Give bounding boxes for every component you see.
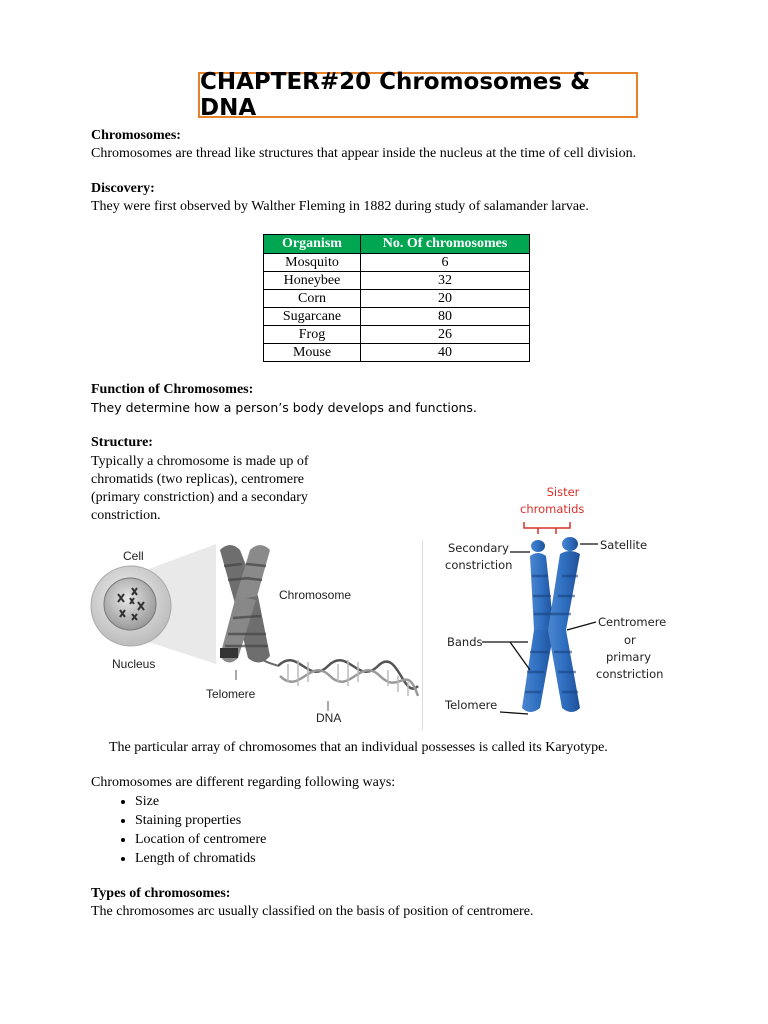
label-dna: DNA bbox=[316, 711, 342, 725]
dna-helix bbox=[263, 660, 418, 696]
labelled-chromosome-illustration bbox=[430, 480, 680, 730]
structure-line-3: (primary constriction) and a secondary bbox=[91, 490, 308, 505]
chromosomes-heading: Chromosomes: bbox=[91, 128, 181, 143]
table-cell-organism: Mouse bbox=[264, 344, 361, 362]
table-cell-organism: Frog bbox=[264, 326, 361, 344]
table-row bbox=[264, 326, 530, 344]
blue-chromosome bbox=[522, 551, 580, 712]
label-constriction: constriction bbox=[445, 558, 513, 572]
ways-intro: Chromosomes are different regarding following ways: bbox=[91, 775, 396, 790]
table-header-organism: Organism bbox=[264, 235, 361, 254]
label-centromere: Centromere bbox=[598, 615, 667, 629]
list-item: • Location of centromere bbox=[135, 830, 266, 849]
table-cell-count: 6 bbox=[361, 254, 530, 272]
table-row bbox=[264, 290, 530, 308]
leader-bands-2 bbox=[510, 642, 530, 670]
types-heading: Types of chromosomes: bbox=[91, 886, 231, 901]
label-bands: Bands bbox=[447, 635, 483, 649]
label-chromatids: chromatids bbox=[520, 502, 585, 516]
table-row bbox=[264, 272, 530, 290]
chromosomes-text: Chromosomes are thread like structures that appear inside the nucleus at the time of cell division. bbox=[91, 146, 637, 161]
table-cell-organism: Sugarcane bbox=[264, 308, 361, 326]
table-cell-count: 80 bbox=[361, 308, 530, 326]
table-cell-count: 40 bbox=[361, 344, 530, 362]
table-cell-organism: Mosquito bbox=[264, 254, 361, 272]
table-cell-count: 32 bbox=[361, 272, 530, 290]
label-chromosome: Chromosome bbox=[279, 588, 352, 602]
figure-divider bbox=[422, 540, 423, 730]
table-row bbox=[264, 344, 530, 362]
label-sister: Sister bbox=[546, 485, 580, 499]
list-item: • Staining properties bbox=[135, 811, 266, 830]
structure-heading: Structure: bbox=[91, 435, 153, 450]
function-text: They determine how a person’s body develops and functions. bbox=[91, 400, 477, 415]
label-primary-constriction: constriction bbox=[596, 667, 664, 681]
discovery-heading: Discovery: bbox=[91, 181, 155, 196]
chromosome-count-table bbox=[263, 234, 530, 362]
label-cell: Cell bbox=[123, 549, 144, 563]
leader-centromere bbox=[567, 622, 596, 630]
structure-line-4: constriction. bbox=[91, 508, 161, 523]
satellite-right bbox=[562, 537, 578, 551]
discovery-text: They were first observed by Walther Fleming in 1882 during study of salamander larvae. bbox=[91, 199, 589, 214]
list-item: • Size bbox=[135, 792, 266, 811]
chromosome-x-shape bbox=[220, 545, 270, 663]
satellite-left bbox=[531, 540, 545, 552]
table-header-row bbox=[264, 235, 530, 254]
label-secondary: Secondary bbox=[448, 541, 509, 555]
table-row bbox=[264, 254, 530, 272]
label-primary: primary bbox=[606, 650, 652, 664]
table-header-count: No. Of chromosomes bbox=[361, 235, 530, 254]
function-heading: Function of Chromosomes: bbox=[91, 382, 254, 397]
label-nucleus: Nucleus bbox=[112, 657, 156, 671]
table-cell-count: 20 bbox=[361, 290, 530, 308]
label-satellite: Satellite bbox=[600, 538, 648, 552]
label-or: or bbox=[624, 633, 636, 647]
table-cell-organism: Corn bbox=[264, 290, 361, 308]
chromosome-cell-illustration bbox=[88, 536, 422, 736]
sister-chromatids-bracket bbox=[524, 522, 570, 534]
label-telomere: Telomere bbox=[206, 687, 256, 701]
chapter-title: CHAPTER#20 Chromosomes & DNA bbox=[198, 72, 638, 118]
types-text: The chromosomes arc usually classified on the basis of position of centromere. bbox=[91, 904, 534, 919]
ways-list bbox=[90, 792, 266, 868]
list-item: • Length of chromatids bbox=[135, 849, 266, 868]
label-telomere-2: Telomere bbox=[445, 698, 498, 712]
table-row bbox=[264, 308, 530, 326]
leader-telomere bbox=[500, 712, 528, 714]
karyotype-text: The particular array of chromosomes that an individual possesses is called its Karyotype. bbox=[109, 740, 608, 755]
structure-line-2: chromatids (two replicas), centromere bbox=[91, 472, 305, 487]
table-cell-organism: Honeybee bbox=[264, 272, 361, 290]
table-cell-count: 26 bbox=[361, 326, 530, 344]
structure-line-1: Typically a chromosome is made up of bbox=[91, 454, 309, 469]
